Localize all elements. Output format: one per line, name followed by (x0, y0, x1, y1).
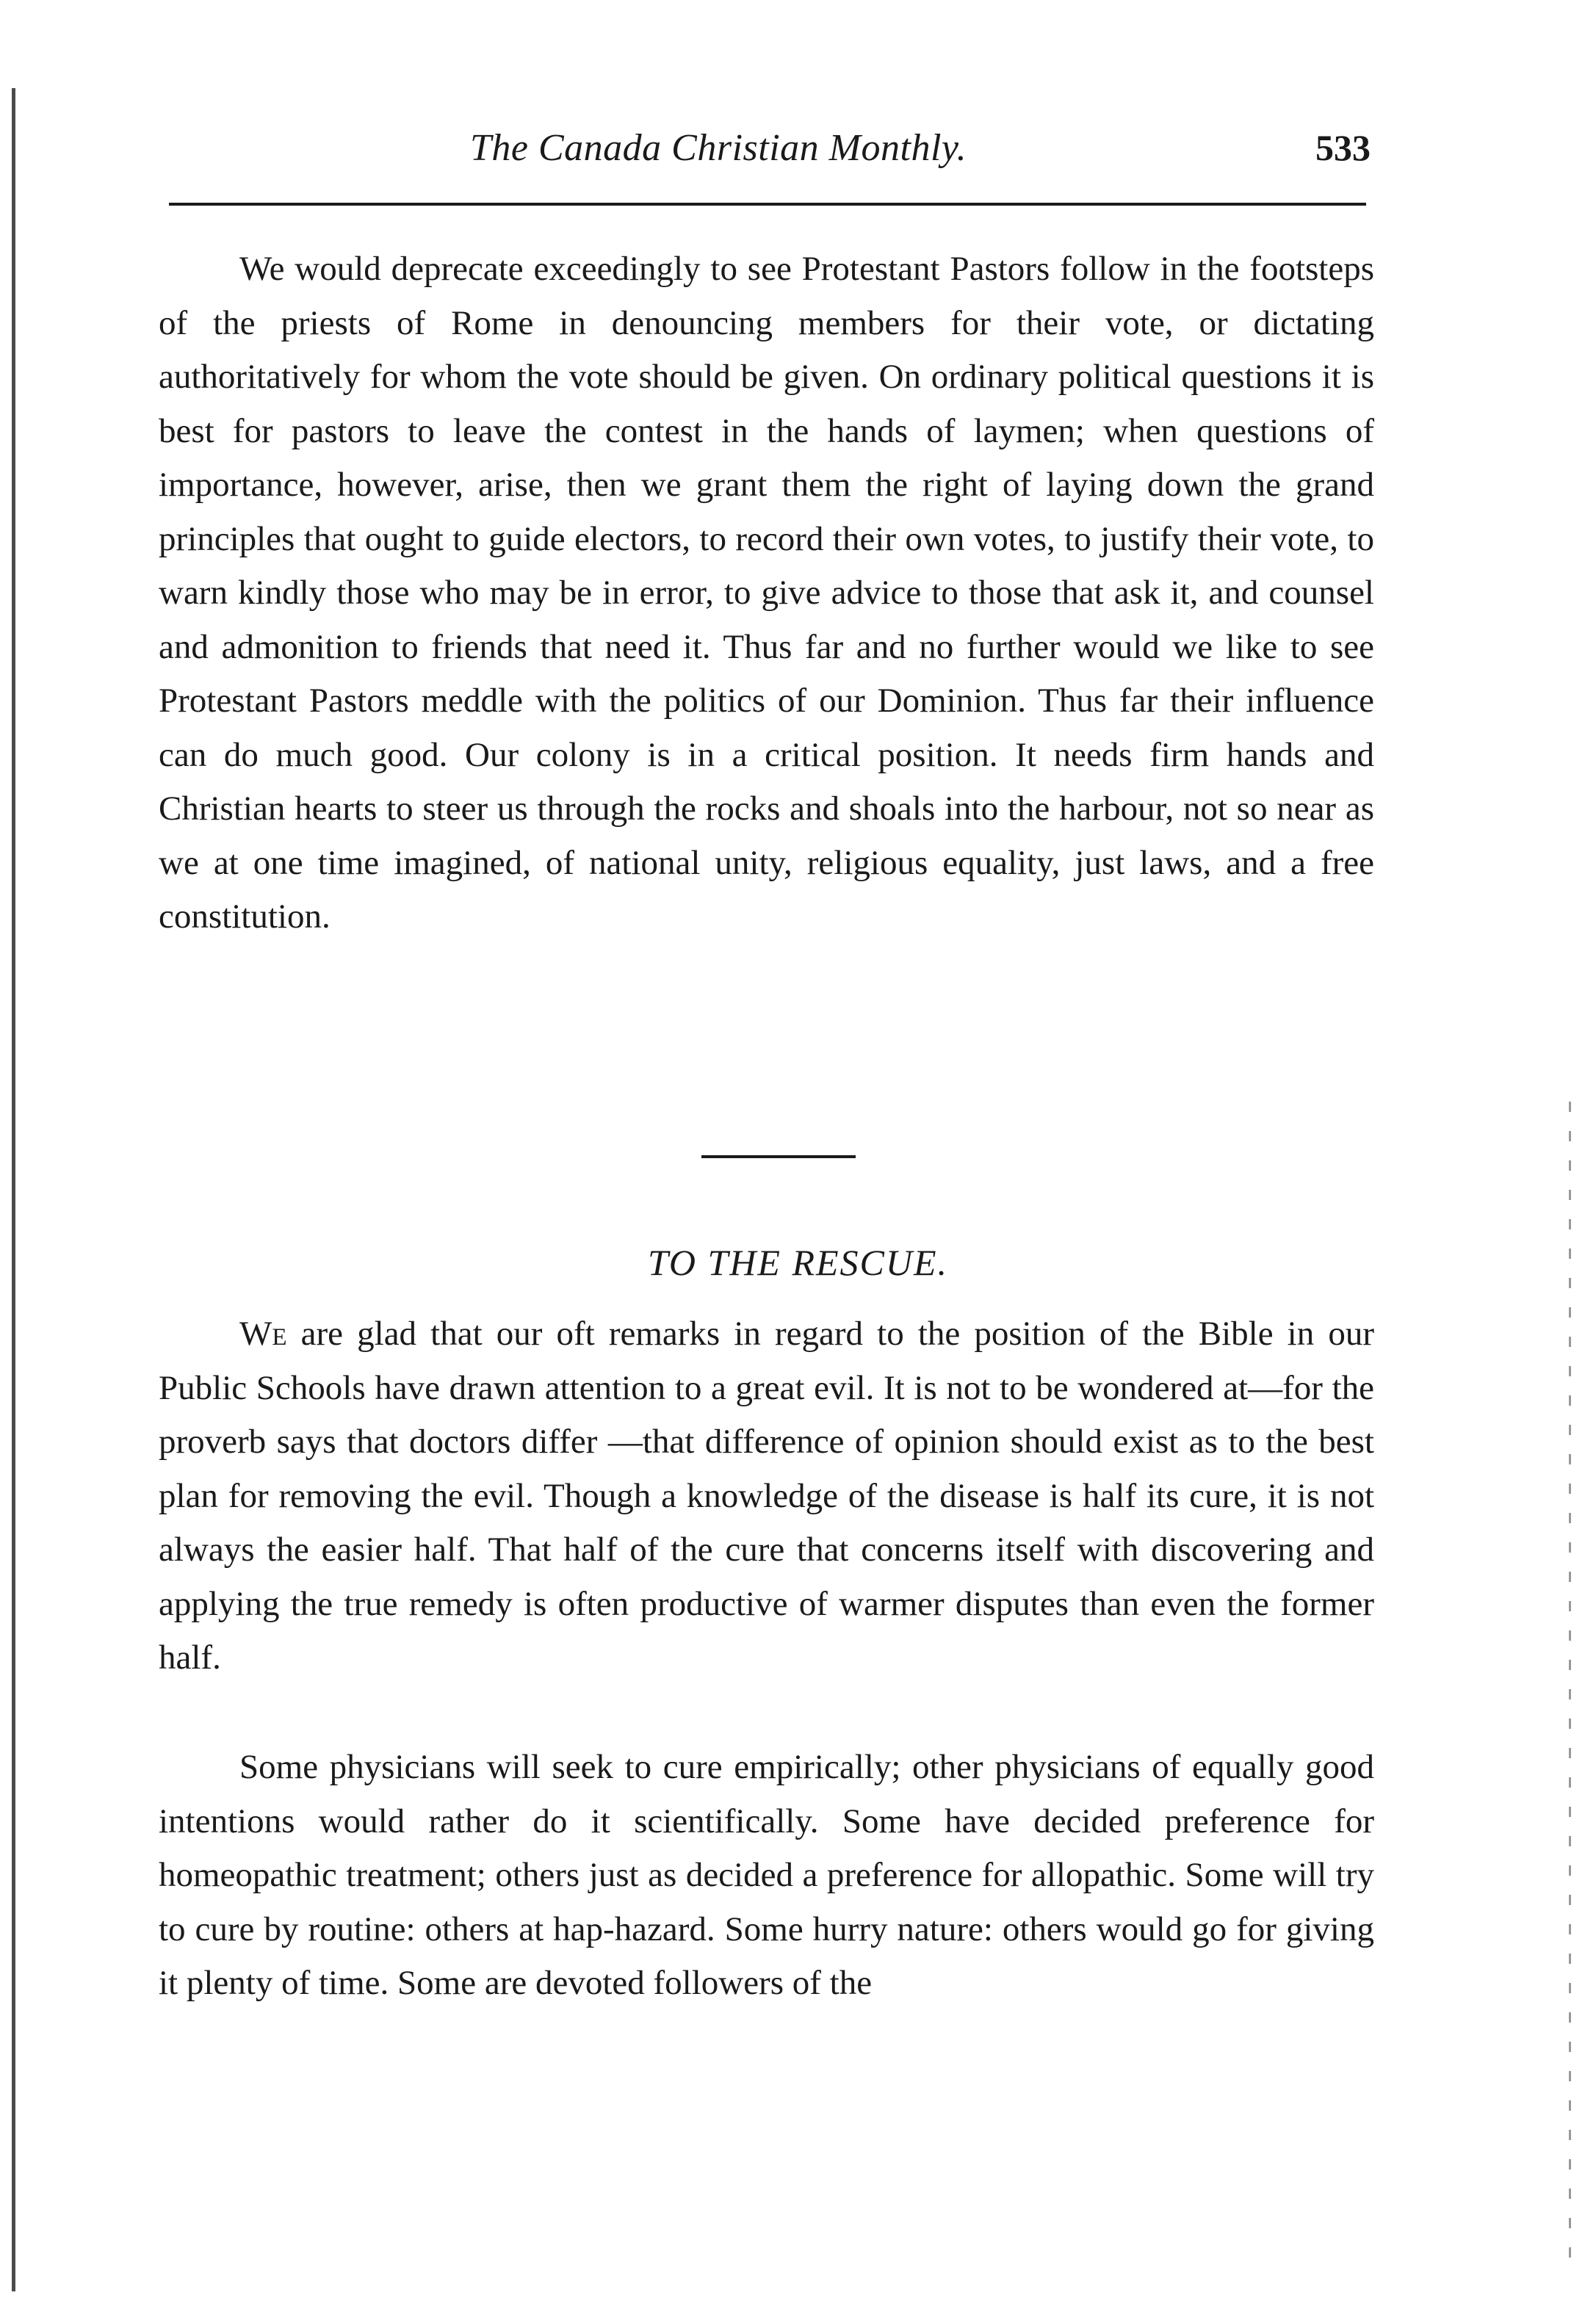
paragraph-lead-word: We (239, 1315, 287, 1353)
section-title: TO THE RESCUE. (647, 1242, 949, 1283)
page-header (162, 126, 1373, 178)
running-title: The Canada Christian Monthly. (470, 127, 967, 169)
article-paragraph-rescue-1 (159, 1307, 1374, 1685)
paragraph-body: are glad that our oft remarks in regard to the position of the Bible in our Public Schools have drawn attention to a great evil. It is not to be wondered at—for the proverb says that doctors differ —that difference of opinion should exist as to the best plan for removing the evil. Though a knowledge of the disease is half its cure, it is not always the easier half. That half of the cure that concerns itself with discovering and applying the true remedy is often productive of warmer disputes than even the former half. (159, 1315, 1374, 1677)
article-paragraph-rescue-2: Some physicians will seek to cure empirically; other physicians of equally good intentions would rather do it scientifically. Some have decided preference for homeopathic treatment; others just as decided a preference for allopathic. Some will try to cure by routine: others at hap-hazard. Some hurry nature: others would go for giving it plenty of time. Some are devoted followers of the (159, 1748, 1374, 2002)
page-number: 533 (1315, 127, 1371, 168)
section-divider (701, 1155, 856, 1158)
article-paragraph-pastors: We would deprecate exceedingly to see Protestant Pastors follow in the footsteps of the priests of Rome in denouncing members for their vote, or dictating authoritatively for whom the vote should be given. On ordinary political questions it is best for pastors to leave the contest in the hands of laymen; when questions of importance, however, arise, then we grant them the right of laying down the grand principles that ought to guide electors, to record their own votes, to justify their vote, to warn kindly those who may be in error, to give advice to those that ask it, and counsel and admonition to friends that need it. Thus far and no further would we like to see Protestant Pastors meddle with the politics of our Dominion. Thus far their influence can do much good. Our colony is in a critical position. It needs firm hands and Christian hearts to steer us through the rocks and shoals into the harbour, not so near as we at one time imagined, of national unity, religious equality, just laws, and a free constitution. (159, 250, 1374, 936)
scan-page-edge-left (12, 88, 15, 2291)
header-rule (169, 203, 1366, 206)
